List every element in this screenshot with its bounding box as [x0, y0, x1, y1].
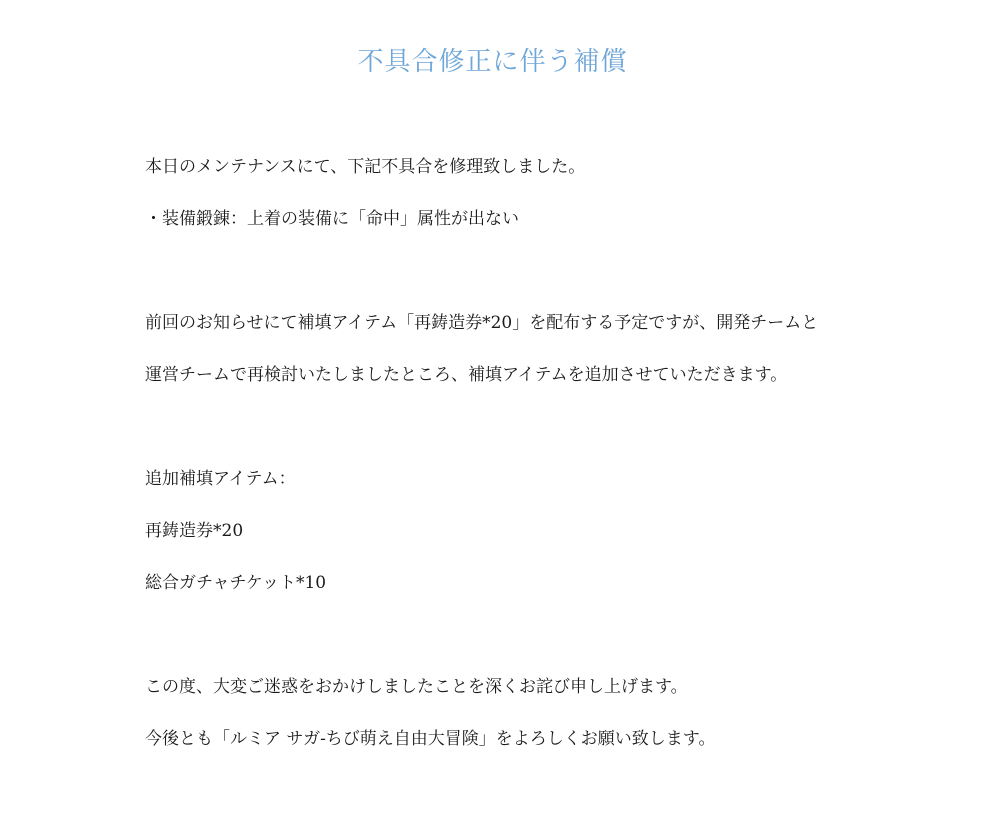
intro-text: 本日のメンテナンスにて、下記不具合を修理致しました。: [145, 157, 586, 177]
compensation-text-line-1: 前回のお知らせにて補填アイテム「再鋳造券*20」を配布する予定ですが、開発チームと: [145, 313, 819, 333]
apology-text: この度、大変ご迷惑をおかけしましたことを深くお詫び申し上げます。: [145, 677, 688, 697]
compensation-item: 総合ガチャチケット*10: [145, 573, 327, 593]
bug-item: ・装備鍛錬：上着の装備に「命中」属性が出ない: [145, 209, 519, 229]
compensation-item: 再鋳造券*20: [145, 521, 244, 541]
items-heading: 追加補填アイテム：: [145, 469, 296, 489]
notice-title: 不具合修正に伴う補償: [357, 47, 628, 77]
closing-text: 今後とも「ルミア サガ-ちび萌え自由大冒険」をよろしくお願い致します。: [145, 729, 716, 749]
compensation-text-line-2: 運営チームで再検討いたしましたところ、補填アイテムを追加させていただきます。: [145, 365, 788, 385]
